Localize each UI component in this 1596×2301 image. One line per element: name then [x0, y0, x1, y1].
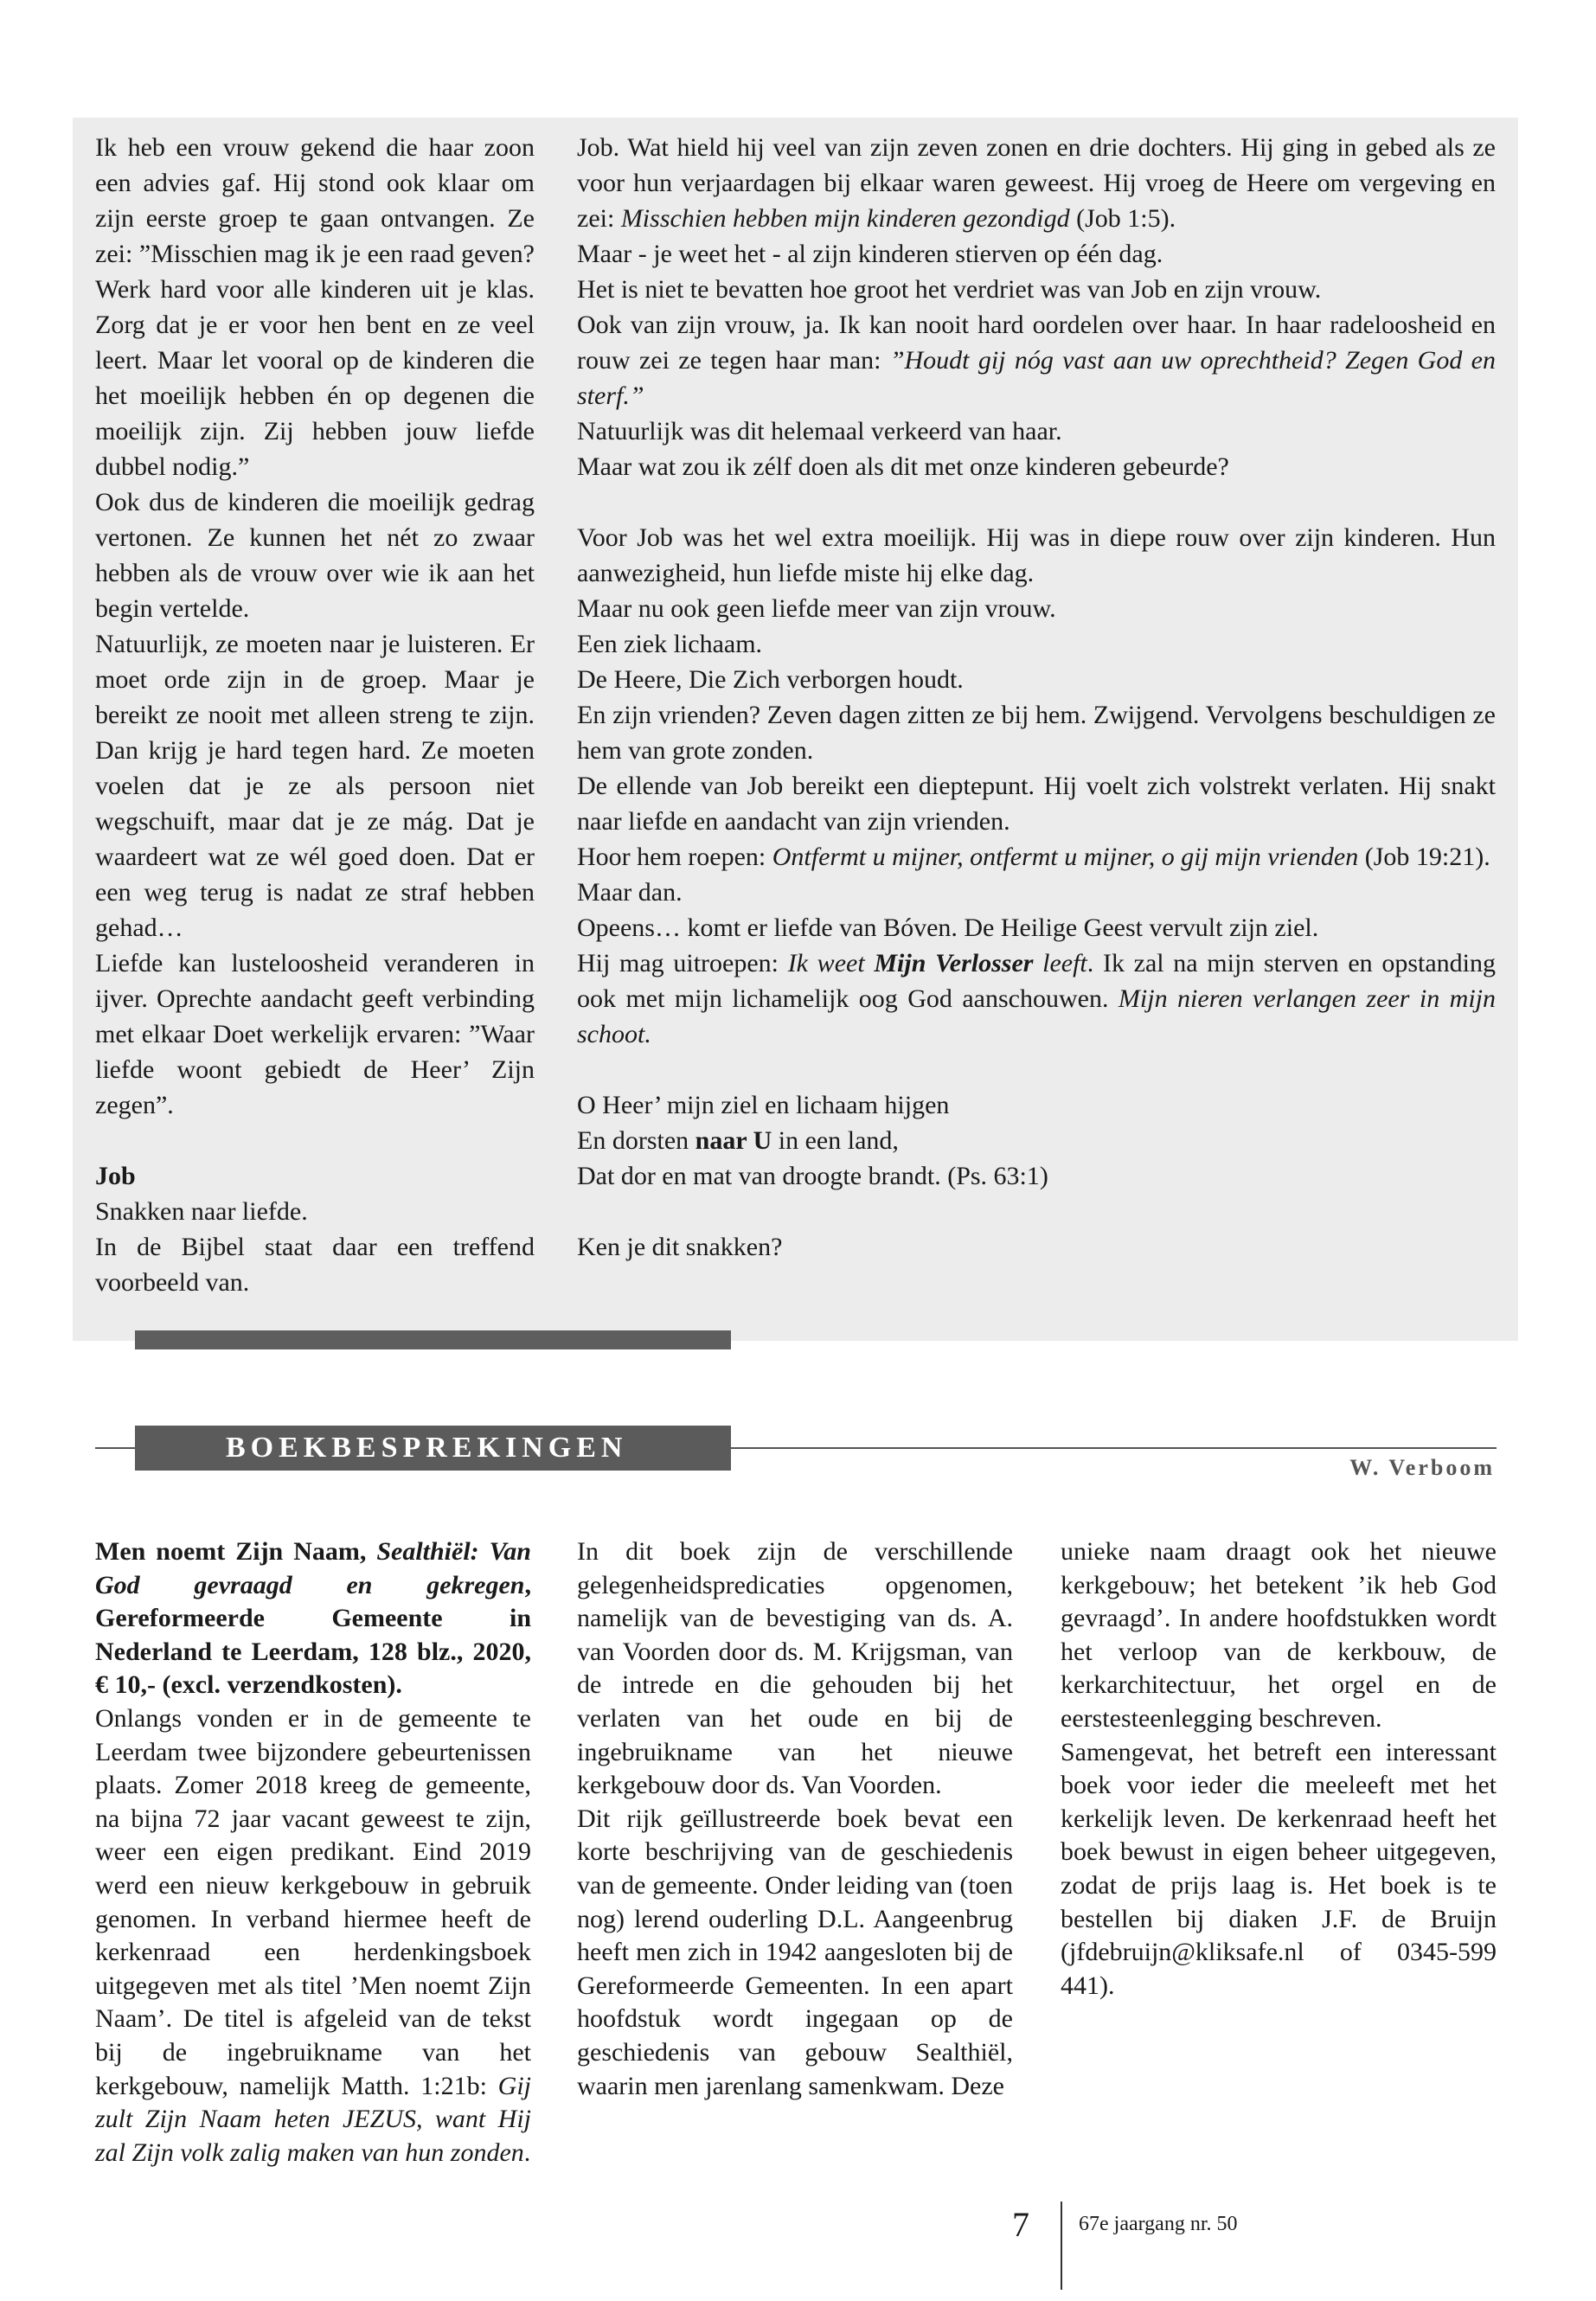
paragraph: Maar wat zou ik zélf doen als dit met onze kinderen gebeurde? — [577, 452, 1229, 481]
paragraph: Het is niet te bevatten hoe groot het verdriet was van Job en zijn vrouw. — [577, 275, 1322, 304]
paragraph: Opeens… komt er liefde van Bóven. De Heilige Geest vervult zijn ziel. — [577, 913, 1319, 942]
paragraph: Snakken naar liefde. — [95, 1197, 308, 1226]
section-header — [135, 1426, 731, 1471]
article-left-column — [95, 130, 535, 1300]
paragraph-continued: unieke naam draagt ook het nieuwe kerkgebouw; het betekent ’ik heb God gevraagd’. In andere hoofdstukken wordt het verloop van de kerkbouw, de kerkarchitectuur, het orgel en de eerstesteenlegging beschreven. — [1061, 1537, 1497, 1733]
author-name: W. Verboom — [1349, 1455, 1495, 1480]
paragraph: De Heere, Die Zich verborgen houdt. — [577, 665, 964, 694]
paragraph: Natuurlijk was dit helemaal verkeerd van haar. — [577, 417, 1062, 445]
closing-question: Ken je dit snakken? — [577, 1233, 783, 1261]
paragraph: Maar dan. — [577, 878, 683, 907]
paragraph: De ellende van Job bereikt een dieptepunt. Hij voelt zich volstrekt verlaten. Hij snakt naar liefde en aandacht van zijn vrienden. — [577, 772, 1496, 836]
paragraph: Ook van zijn vrouw, ja. Ik kan nooit hard oordelen over haar. In haar radeloosheid en rouw zei ze tegen haar man: ”Houdt gij nóg vast aan uw oprechtheid? Zegen God en sterf.” — [577, 311, 1496, 410]
header-rule-right — [731, 1447, 1497, 1449]
psalm-line: Dat dor en mat van droogte brandt. (Ps. 63:1) — [577, 1162, 1048, 1190]
review-column-1 — [95, 1535, 531, 2170]
page-number: 7 — [1012, 2205, 1029, 2244]
paragraph: Hoor hem roepen: Ontfermt u mijner, ontfermt u mijner, o gij mijn vrienden (Job 19:21). — [577, 843, 1490, 871]
paragraph: Ook dus de kinderen die moeilijk gedrag vertonen. Ze kunnen het nét zo zwaar hebben als de vrouw over wie ik aan het begin vertelde. — [95, 488, 535, 623]
paragraph: Onlangs vonden er in de gemeente te Leerdam twee bijzondere gebeurtenissen plaats. Zomer 2018 kreeg de gemeente, na bijna 72 jaar vacant geweest te zijn, weer een eigen predikant. Eind 2019 werd een nieuw kerkgebouw in gebruik genomen. In verband hiermee heeft de kerkenraad een herdenkingsboek uitgegeven met als titel ’Men noemt Zijn Naam’. De titel is afgeleid van de tekst bij de ingebruikname van het kerkgebouw, namelijk Matth. 1:21b: Gij zult Zijn Naam heten JEZUS, want Hij zal Zijn volk zalig maken van hun zonden. — [95, 1703, 531, 2167]
article-right-column — [577, 130, 1496, 1265]
paragraph: En zijn vrienden? Zeven dagen zitten ze bij hem. Zwijgend. Vervolgens beschuldigen ze hem van grote zonden. — [577, 701, 1496, 765]
paragraph: Samengevat, het betreft een interessant boek voor ieder die meeleeft met het kerkelijk leven. De kerkenraad heeft het boek bewust in eigen beheer uitgegeven, zodat de prijs laag is. Het boek is te bestellen bij diaken J.F. de Bruijn (jfdebruijn@kliksafe.nl of 0345-599 441). — [1061, 1737, 1497, 2000]
psalm-line: O Heer’ mijn ziel en lichaam hijgen — [577, 1091, 950, 1119]
paragraph: Hij mag uitroepen: Ik weet Mijn Verlosser leeft. Ik zal na mijn sterven en opstanding ook met mijn lichamelijk oog God aanschouwen. Mijn nieren verlangen zeer in mijn schoot. — [577, 949, 1497, 1048]
paragraph: Maar - je weet het - al zijn kinderen stierven op één dag. — [577, 240, 1163, 268]
subheading-job: Job — [95, 1162, 136, 1190]
paragraph: Maar nu ook geen liefde meer van zijn vrouw. — [577, 594, 1056, 623]
paragraph: Een ziek lichaam. — [577, 630, 763, 658]
paragraph: Voor Job was het wel extra moeilijk. Hij was in diepe rouw over zijn kinderen. Hun aanwezigheid, hun liefde miste hij elke dag. — [577, 523, 1496, 587]
footer-divider — [1061, 2202, 1062, 2290]
psalm-line: En dorsten naar U in een land, — [577, 1126, 899, 1155]
quote: Misschien hebben mijn kinderen gezondigd — [620, 204, 1070, 233]
section-title: BOEKBESPREKINGEN — [226, 1432, 628, 1464]
header-rule-left — [95, 1447, 135, 1449]
quote: Gij zult Zijn Naam heten JEZUS, want Hij zal Zijn volk zalig maken van hun zonden — [95, 2071, 531, 2167]
paragraph: In de Bijbel staat daar een treffend voorbeeld van. — [95, 1233, 535, 1297]
quote: Ontfermt u mijner, ontfermt u mijner, o gij mijn vrienden — [772, 843, 1359, 871]
paragraph: Ik heb een vrouw gekend die haar zoon een advies gaf. Hij stond ook klaar om zijn eerste groep te gaan ontvangen. Ze zei: ”Misschien mag ik je een raad geven? Werk hard voor alle kinderen uit je klas. Zorg dat je er voor hen bent en ze veel leert. Maar let vooral op de kinderen die het moeilijk hebben én op degenen die moeilijk zijn. Zij hebben jouw liefde dubbel nodig.” — [95, 133, 535, 481]
paragraph: Natuurlijk, ze moeten naar je luisteren. Er moet orde zijn in de groep. Maar je bereikt ze nooit met alleen streng te zijn. Dan krijg je hard tegen hard. Ze moeten voelen dat je ze als persoon niet wegschuift, maar dat je ze mág. Dat je waardeert wat ze wél goed doen. Dat er een weg terug is nadat ze straf hebben gehad… — [95, 630, 535, 942]
review-column-3 — [1061, 1535, 1497, 2003]
review-column-2 — [577, 1535, 1013, 2103]
paragraph: In dit boek zijn de verschillende gelegenheidspredicaties opgenomen, namelijk van de bevestiging van ds. A. van Voorden door ds. M. Krijgsman, van de intrede en die gehouden bij het verlaten van het oude en bij de ingebruikname van het nieuwe kerkgebouw door ds. Van Voorden. — [577, 1537, 1013, 1800]
quote: ”Houdt gij nóg vast aan uw oprechtheid? Zegen God en sterf.” — [577, 346, 1496, 410]
book-reference: Men noemt Zijn Naam, Sealthiël: Van God gevraagd en gekregen, Gereformeerde Gemeente in Nederland te Leerdam, 128 blz., 2020, € 10,- (excl. verzendkosten). — [95, 1537, 531, 1700]
divider-bar — [135, 1330, 731, 1349]
issue-label: 67e jaargang nr. 50 — [1079, 2213, 1238, 2235]
paragraph: Job. Wat hield hij veel van zijn zeven zonen en drie dochters. Hij ging in gebed als ze voor hun verjaardagen bij elkaar waren geweest. Hij vroeg de Heere om vergeving en zei: Misschien hebben mijn kinderen gezondigd (Job 1:5). — [577, 133, 1496, 233]
paragraph: Liefde kan lusteloosheid veranderen in ijver. Oprechte aandacht geeft verbinding met elkaar Doet werkelijk ervaren: ”Waar liefde woont gebiedt de Heer’ Zijn zegen”. — [95, 949, 535, 1119]
paragraph: Dit rijk geïllustreerde boek bevat een korte beschrijving van de geschiedenis van de gemeente. Onder leiding van (toen nog) lerend ouderling D.L. Aangeenbrug heeft men zich in 1942 aangesloten bij de Gereformeerde Gemeenten. In een apart hoofdstuk wordt ingegaan op de geschiedenis van gebouw Sealthiël, waarin men jarenlang samenkwam. Deze — [577, 1804, 1013, 2100]
